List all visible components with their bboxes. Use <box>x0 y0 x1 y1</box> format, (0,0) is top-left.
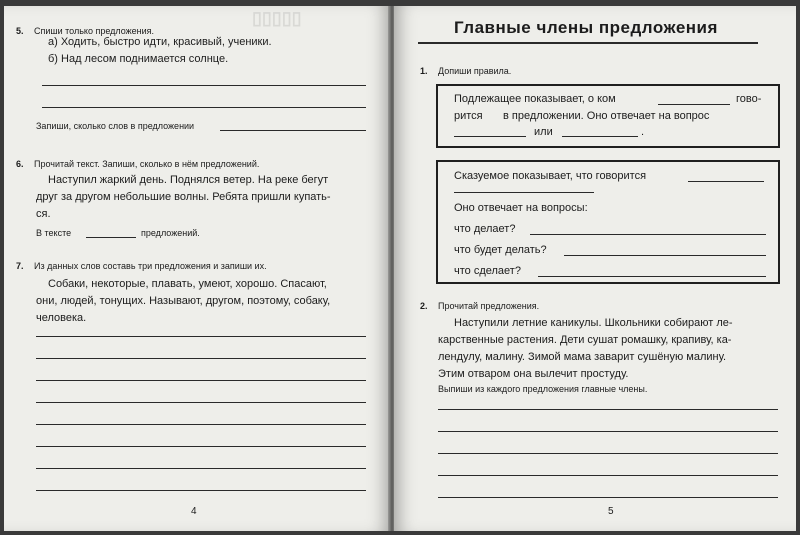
exercise-2-instruction: Прочитай предложения. <box>438 301 540 311</box>
subject-rule-line-2-start: рится <box>454 110 483 122</box>
subject-rule-line-1: Подлежащее показывает, о ком <box>454 93 616 105</box>
answer-blank[interactable] <box>658 104 730 105</box>
exercise-5-instruction: Спиши только предложения. <box>34 26 155 36</box>
answer-blank[interactable] <box>564 255 766 256</box>
bleed-through-text: ▯▯▯▯▯ <box>252 8 302 28</box>
exercise-7-words-2: они, людей, тонущих. Называют, другом, поэтому, собаку, <box>36 295 331 307</box>
exercise-7-number: 7. <box>16 261 24 271</box>
exercise-7-words-1: Собаки, некоторые, плавать, умеют, хорошо. Спасают, <box>48 278 327 290</box>
exercise-5-number: 5. <box>16 26 24 36</box>
answer-blank[interactable] <box>538 276 766 277</box>
exercise-6-instruction: Прочитай текст. Запиши, сколько в нём предложений. <box>34 159 260 169</box>
exercise-2-text-4: Этим отваром она вылечит простуду. <box>438 368 629 380</box>
exercise-7-instruction: Из данных слов составь три предложения и запиши их. <box>34 261 267 271</box>
answer-line[interactable] <box>438 431 778 432</box>
exercise-2-number: 2. <box>420 301 428 311</box>
answer-blank[interactable] <box>86 237 136 238</box>
predicate-rule-line-2: Оно отвечает на вопросы: <box>454 202 588 214</box>
answer-line[interactable] <box>42 107 366 108</box>
rule-box-subject <box>436 84 780 148</box>
answer-line[interactable] <box>36 468 366 469</box>
answer-line[interactable] <box>438 453 778 454</box>
answer-line[interactable] <box>42 85 366 86</box>
answer-line[interactable] <box>36 380 366 381</box>
exercise-1-number: 1. <box>420 66 428 76</box>
exercise-5-line-a: а) Ходить, быстро идти, красивый, ученики. <box>48 36 272 48</box>
answer-blank[interactable] <box>454 192 594 193</box>
answer-line[interactable] <box>220 130 366 131</box>
left-page <box>4 6 390 531</box>
exercise-6-answer-prefix: В тексте <box>36 228 72 238</box>
subject-rule-period: . <box>641 126 645 138</box>
answer-blank[interactable] <box>530 234 766 235</box>
predicate-rule-line-1: Сказуемое показывает, что говорится <box>454 170 647 182</box>
page-number: 5 <box>608 506 614 517</box>
exercise-2-text-1: Наступили летние каникулы. Школьники собирают ле- <box>454 317 733 329</box>
answer-blank[interactable] <box>454 136 526 137</box>
answer-blank[interactable] <box>562 136 638 137</box>
exercise-6-text-3: ся. <box>36 208 51 220</box>
exercise-5-count-prompt: Запиши, сколько слов в предложении <box>36 121 195 131</box>
answer-line[interactable] <box>438 497 778 498</box>
answer-line[interactable] <box>36 490 366 491</box>
subject-rule-line-2: в предложении. Оно отвечает на вопрос <box>503 110 710 122</box>
exercise-2-text-3: лендулу, малину. Зимой мама заварит сушёную малину. <box>438 351 727 363</box>
page-number: 4 <box>191 506 197 517</box>
answer-line[interactable] <box>438 409 778 410</box>
answer-line[interactable] <box>438 475 778 476</box>
exercise-7-words-3: человека. <box>36 312 87 324</box>
title-rule <box>418 42 758 44</box>
predicate-question-1: что делает? <box>454 223 516 235</box>
page-title: Главные члены предложения <box>454 18 718 37</box>
exercise-6-number: 6. <box>16 159 24 169</box>
exercise-6-text-2: друг за другом небольшие волны. Ребята пришли купать- <box>36 191 331 203</box>
exercise-6-answer-suffix: предложений. <box>141 228 200 238</box>
answer-line[interactable] <box>36 424 366 425</box>
predicate-question-3: что сделает? <box>454 265 521 277</box>
predicate-question-2: что будет делать? <box>454 244 547 256</box>
exercise-2-task: Выпиши из каждого предложения главные члены. <box>438 384 648 394</box>
answer-line[interactable] <box>36 402 366 403</box>
rule-box-predicate <box>436 160 780 284</box>
subject-rule-line-1-end: гово- <box>736 93 762 105</box>
answer-line[interactable] <box>36 336 366 337</box>
answer-line[interactable] <box>36 446 366 447</box>
exercise-2-text-2: карственные растения. Дети сушат ромашку, крапиву, ка- <box>438 334 732 346</box>
subject-rule-or: или <box>534 126 553 138</box>
exercise-1-instruction: Допиши правила. <box>438 66 512 76</box>
exercise-5-line-b: б) Над лесом поднимается солнце. <box>48 53 229 65</box>
answer-blank[interactable] <box>688 181 764 182</box>
answer-line[interactable] <box>36 358 366 359</box>
right-page <box>394 6 796 531</box>
exercise-6-text-1: Наступил жаркий день. Поднялся ветер. На реке бегут <box>48 174 329 186</box>
